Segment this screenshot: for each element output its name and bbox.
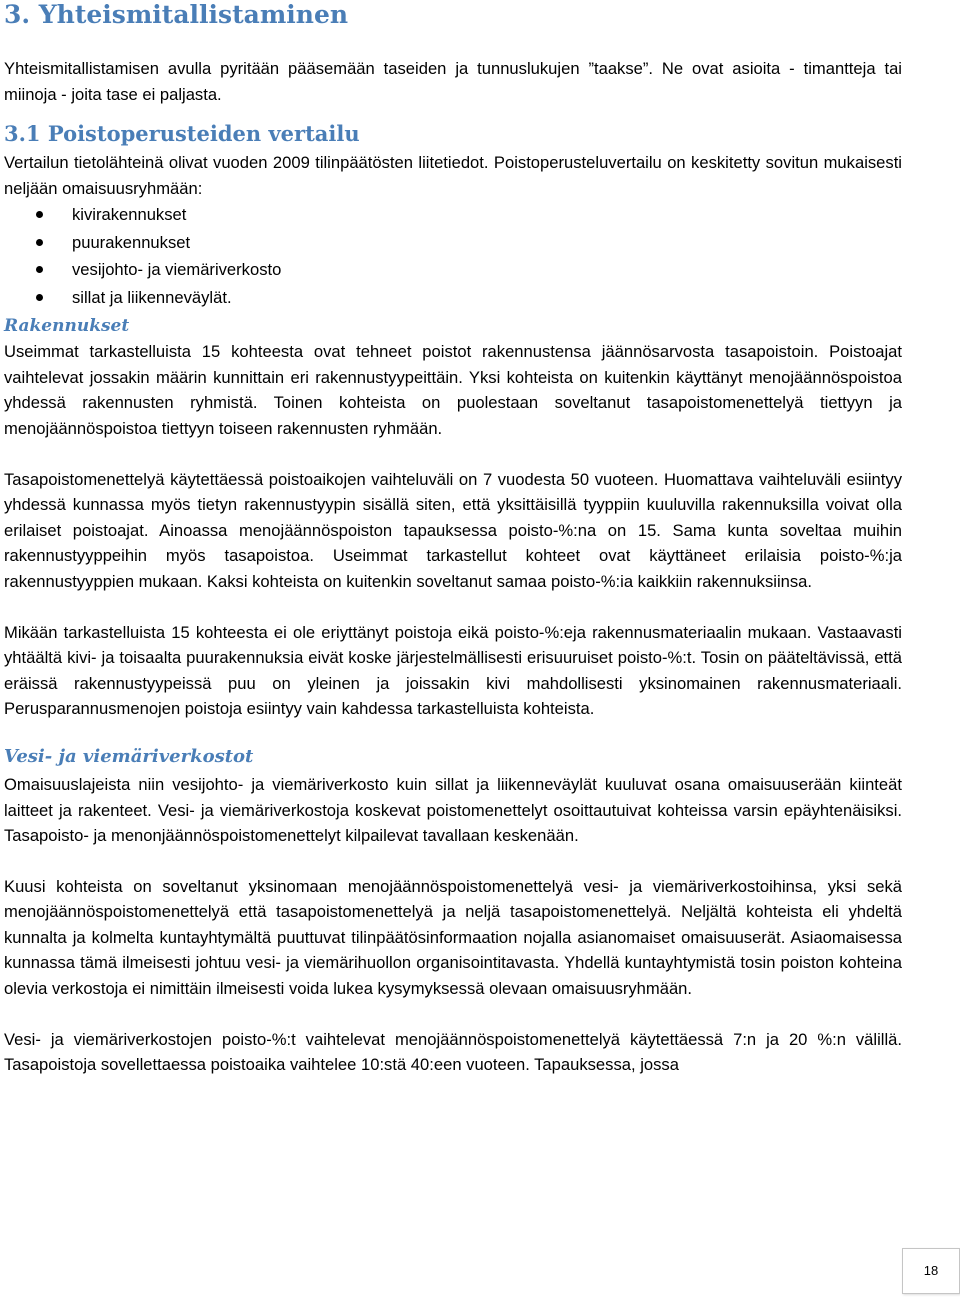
bullet-icon bbox=[36, 239, 43, 246]
list-item: kivirakennukset bbox=[4, 201, 902, 229]
list-item: vesijohto- ja viemäriverkosto bbox=[4, 256, 902, 284]
chapter-heading: 3. Yhteismitallistaminen bbox=[4, 0, 349, 29]
list-item: puurakennukset bbox=[4, 229, 902, 257]
paragraph: Tasapoistomenettelyä käytettäessä poistoaikojen vaihteluväli on 7 vuodesta 50 vuoteen. Huomattava vaihteluväli esiintyy yhdessä kunnassa myös tietyn rakennustyypin sisällä siten, että yksittäisillä tyyppiin kuuluvilla rakennuksilla voivat olla erilaiset poistoajat. Ainoassa menojäännöspoiston tapauksessa poisto-%:na on 15. Sama kunta soveltaa muihin rakennustyyppeihin myös tasapoistoa. Useimmat tarkastellut kohteet ovat käyttäneet erilaisia poisto-%:ja rakennustyyppien mukaan. Kaksi kohteista on kuitenkin soveltanut samaa poisto-%:ia kaikkiin rakennuksiinsa. bbox=[4, 469, 902, 591]
section-heading: 3.1 Poistoperusteiden vertailu bbox=[4, 121, 360, 146]
page-number: 18 bbox=[902, 1248, 960, 1294]
comparison-paragraph: Vertailun tietolähteinä olivat vuoden 2009 tilinpäätösten liitetiedot. Poistoperusteluvertailu on keskitetty sovitun mukaisesti neljään omaisuusryhmään: bbox=[4, 153, 902, 198]
list-item: sillat ja liikenneväylät. bbox=[4, 284, 902, 312]
paragraph: Useimmat tarkastelluista 15 kohteesta ovat tehneet poistot rakennustensa jäännösarvosta tasapoistoin. Poistoajat vaihtelevat jossakin määrin kunnittain eri rakennustyypeittäin. Yksi kohteista on kuitenkin käyttänyt menojäännöspoistoa yhdessä rakennusten ryhmistä. Toinen kohteista on puolestaan soveltanut tasapoistomenettelyä tiettyyn ja menojäännöspoistoa tiettyyn toiseen rakennusten ryhmään. bbox=[4, 342, 902, 438]
subsection-heading-buildings: Rakennukset bbox=[4, 316, 130, 337]
intro-paragraph: Yhteismitallistamisen avulla pyritään pääsemään taseiden ja tunnuslukujen ”taakse”. Ne ovat asioita - timantteja tai miinoja - joita tase ei paljasta. bbox=[4, 59, 902, 104]
paragraph: Omaisuuslajeista niin vesijohto- ja viemäriverkosto kuin sillat ja liikenneväylät kuuluvat osana omaisuuserään kiinteät laitteet ja rakenteet. Vesi- ja viemäriverkostoja koskevat poistomenettelyt osoittautuivat kohteissa varsin epäyhtenäisiksi. Tasapoisto- ja menonjäännöspoistomenettelyt kilpailevat tavallaan keskenään. bbox=[4, 774, 902, 846]
bullet-icon bbox=[36, 211, 43, 218]
bullet-icon bbox=[36, 266, 43, 273]
paragraph: Mikään tarkastelluista 15 kohteesta ei ole eriyttänyt poistoja eikä poisto-%:eja rakennusmateriaalin mukaan. Vastaavasti yhtäältä kivi- ja toisaalta puurakennuksia eivät koske järjestelmällisesti erisuuruiset poisto-%:t. Tosin on pääteltävissä, että eräissä rakennustyypeissä puu on yleinen ja joissakin kivi mahdollisesti yksinomainen rakennusmateriaali. Perusparannusmenojen poistoja esiintyy vain kahdessa tarkastelluista kohteista. bbox=[4, 622, 902, 719]
bullet-icon bbox=[36, 294, 43, 301]
paragraph: Kuusi kohteista on soveltanut yksinomaan menojäännöspoistomenettelyä vesi- ja viemäriverkostoihinsa, yksi sekä menojäännöspoistomenettelyä että tasapoistomenettelyä ja neljä tasapoistomenettelyä. Neljältä kohteista eli yhdeltä kunnalta ja kolmelta kuntayhtymältä puuttuvat tilinpäätösinformaation nojalla asianomaiset omaisuuserät. Asiaomaisessa kunnassa tämä ilmeisesti johtuu vesi- ja viemärihuollon organisointitavasta. Yhdellä kuntayhtymistä tosin poiston kohteina olevia verkostoja ei nimittäin ilmeisesti voida lukea kysymyksessä olevaan omaisuusryhmään. bbox=[4, 876, 902, 999]
paragraph: Vesi- ja viemäriverkostojen poisto-%:t vaihtelevat menojäännöspoistomenettelyä käytettäessä 7:n ja 20 %:n välillä. Tasapoistoja sovellettaessa poistoaika vaihtelee 10:stä 40:een vuoteen. Tapauksessa, jossa bbox=[4, 1029, 902, 1075]
asset-group-list bbox=[4, 201, 902, 311]
subsection-heading-networks: Vesi- ja viemäriverkostot bbox=[4, 745, 254, 767]
document-page bbox=[4, 0, 902, 1078]
